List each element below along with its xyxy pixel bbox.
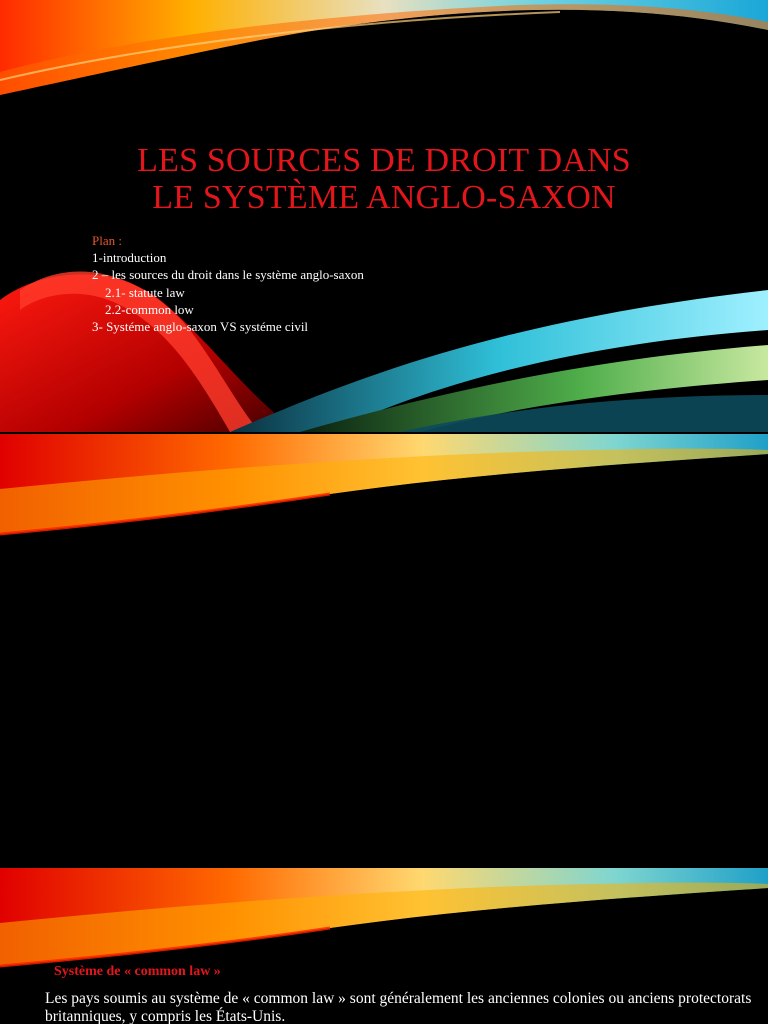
plan-item: 1-introduction bbox=[92, 250, 167, 266]
plan-item: 2.1- statute law bbox=[92, 284, 185, 300]
section-body: Les pays soumis au système de « common law » sont généralement les anciennes colonies ou anciens protectorats britanniques, y compris les États-Unis. bbox=[45, 990, 752, 1024]
swoosh-background bbox=[0, 434, 768, 866]
slide-3 bbox=[0, 868, 768, 1024]
plan-item: 2 – les sources du droit dans le système anglo-saxon bbox=[92, 267, 364, 283]
slide-2 bbox=[0, 434, 768, 866]
plan-list bbox=[92, 232, 364, 335]
slide-title-line-2: LE SYSTÈME ANGLO-SAXON bbox=[152, 179, 616, 216]
slide-title bbox=[0, 142, 768, 216]
plan-item: 2.2-common low bbox=[92, 301, 194, 317]
plan-label: Plan : bbox=[92, 233, 122, 248]
plan-item: 3- Systéme anglo-saxon VS systéme civil bbox=[92, 319, 309, 335]
slide-1 bbox=[0, 0, 768, 432]
swoosh-background bbox=[0, 0, 768, 432]
slide-title-line-1: LES SOURCES DE DROIT DANS bbox=[137, 142, 631, 179]
section-heading: Système de « common law » bbox=[54, 964, 221, 979]
